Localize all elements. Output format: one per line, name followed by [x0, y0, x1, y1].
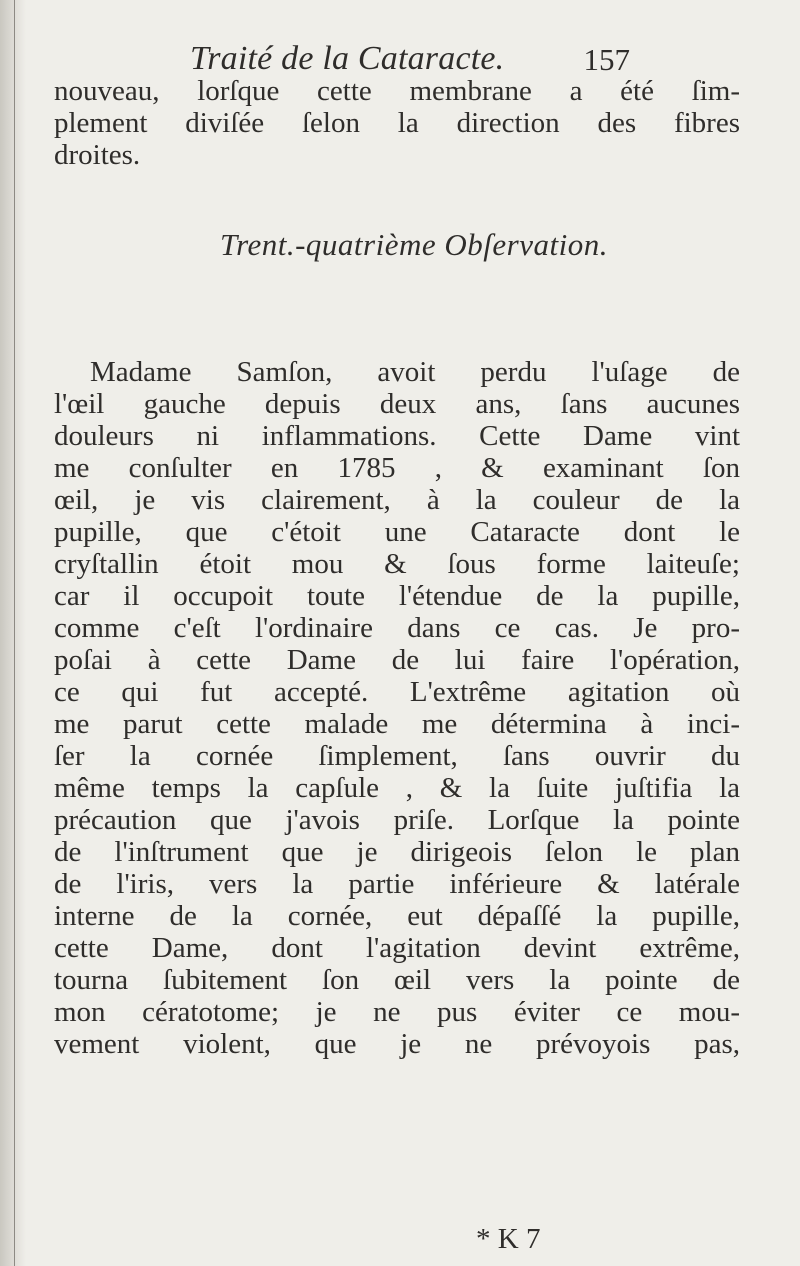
text-line: précaution que j'avois priſe. Lorſque la pointe	[54, 804, 740, 836]
page-number: 157	[583, 42, 630, 77]
text-line: de l'inſtrument que je dirigeois ſelon le plan	[54, 836, 740, 868]
text-line: cryſtallin étoit mou & ſous forme laiteuſe;	[54, 548, 740, 580]
text-line: nouveau, lorſque cette membrane a été ſim-	[54, 75, 740, 107]
observation-heading-text: Trent.-quatrième Obſervation.	[220, 227, 608, 262]
paragraph-continuation	[54, 75, 740, 171]
text-line: poſai à cette Dame de lui faire l'opération,	[54, 644, 740, 676]
text-line: interne de la cornée, eut dépaſſé la pupille,	[54, 900, 740, 932]
text-line: ce qui fut accepté. L'extrême agitation où	[54, 676, 740, 708]
text-line: ſer la cornée ſimplement, ſans ouvrir du	[54, 740, 740, 772]
text-line: douleurs ni inflammations. Cette Dame vint	[54, 420, 740, 452]
text-line: pupille, que c'étoit une Cataracte dont le	[54, 516, 740, 548]
text-line: me conſulter en 1785 , & examinant ſon	[54, 452, 740, 484]
text-line: vement violent, que je ne prévoyois pas,	[54, 1028, 740, 1060]
text-line: plement diviſée ſelon la direction des fibres	[54, 107, 740, 139]
text-line: même temps la capſule , & la ſuite juſtifia la	[54, 772, 740, 804]
binding-shadow	[0, 0, 26, 1266]
text-line: tourna ſubitement ſon œil vers la pointe de	[54, 964, 740, 996]
observation-heading	[0, 227, 800, 263]
running-head	[190, 40, 630, 80]
text-line: l'œil gauche depuis deux ans, ſans aucunes	[54, 388, 740, 420]
text-line: me parut cette malade me détermina à inci-	[54, 708, 740, 740]
text-line: Madame Samſon, avoit perdu l'uſage de	[90, 356, 740, 388]
running-head-title: Traité de la Cataracte.	[190, 40, 505, 77]
text-line: mon cératotome; je ne pus éviter ce mou-	[54, 996, 740, 1028]
text-line: droites.	[54, 139, 141, 171]
text-line: car il occupoit toute l'étendue de la pupille,	[54, 580, 740, 612]
observation-paragraph	[54, 356, 740, 1060]
text-line: de l'iris, vers la partie inférieure & latérale	[54, 868, 740, 900]
text-line: œil, je vis clairement, à la couleur de la	[54, 484, 740, 516]
text-line: comme c'eſt l'ordinaire dans ce cas. Je pro-	[54, 612, 740, 644]
binding-edge	[14, 0, 15, 1266]
text-line: cette Dame, dont l'agitation devint extrême,	[54, 932, 740, 964]
signature-mark: * K 7	[476, 1223, 541, 1255]
